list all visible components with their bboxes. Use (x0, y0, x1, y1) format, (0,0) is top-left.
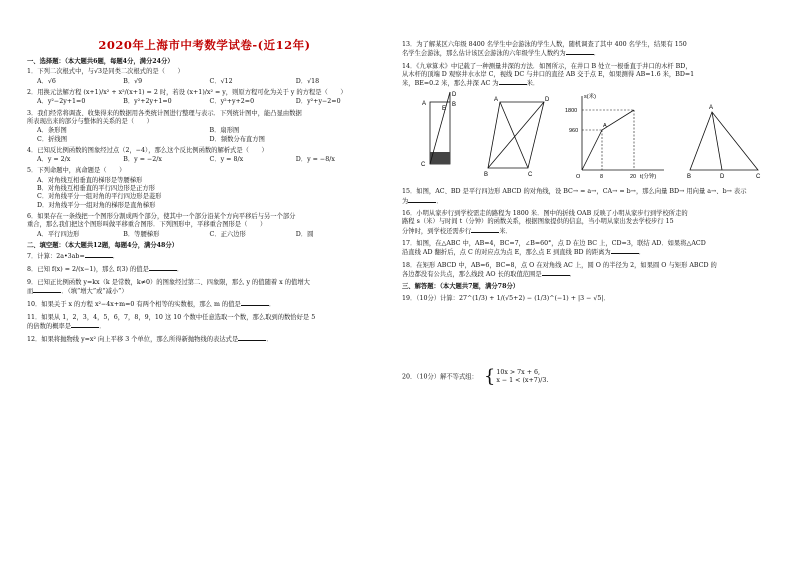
option-d[interactable]: D．对角线平分一组对角的梯形是直角梯形 (37, 201, 156, 209)
label-e: E (442, 106, 447, 113)
label-b: B (452, 102, 457, 109)
question-stem-cont: 重合，那么我们把这个图形叫做平移重合图形．下列图形中，平移重合图形是（ ） (27, 221, 267, 229)
question-text: 16．小明从家步行到学校需走的路程为 1800 米．图中的折线 OAB 反映了小明从家步行到学校所走的 (402, 210, 688, 218)
option-a[interactable]: A．平行四边形 (37, 230, 80, 238)
question-text: 9．已知正比例函数 y=kx（k 是常数，k≠0）的图象经过第二、四象限，那么 y 的值随着 x 的值增大 (27, 278, 310, 286)
option-d[interactable]: D．圆 (295, 230, 314, 238)
option-a[interactable]: A．√6 (37, 77, 56, 85)
option-c[interactable]: C．对角线平分一组对角的平行四边形是菱形 (37, 193, 162, 201)
question-text: 8．已知 f(x) = 2/(x−1)，那么 f(3) 的值是 (27, 266, 149, 274)
question-text: 12．如果将抛物线 y=x² 向上平移 3 个单位，那么所得新抛物线的表达式是 (27, 336, 239, 344)
answer-blank[interactable] (566, 49, 594, 55)
question-text-cont: 的倍数的概率是 (27, 322, 72, 330)
question-text-cont: 沿直线 AD 翻折后，点 C 的对应点为点 E，那么点 E 到直线 BD 的距离为 (402, 249, 611, 257)
left-column (27, 0, 382, 344)
question-18: 18．在矩形 ABCD 中，AB=6，BC=8，点 O 在对角线 AC 上，圆 O 的半径为 2，如果圆 O 与矩形 ABCD 的 各边都没有公共点，那么线段 AO 长的取值范围是 ． (402, 262, 770, 280)
answer-blank[interactable] (471, 227, 499, 233)
question-text: 18．在矩形 ABCD 中，AB=6，BC=8，点 O 在对角线 AC 上，圆 O 的半径为 2，如果圆 O 与矩形 ABCD 的 (402, 261, 717, 269)
question-text-cont: 名学生会游泳，那么估计该区会游泳的六年级学生人数约为 (402, 50, 566, 58)
question-text-end: 米． (499, 227, 512, 235)
option-row (37, 231, 382, 239)
label-c: C (528, 172, 533, 179)
label-a: A (494, 97, 499, 104)
option-d[interactable]: D．√18 (295, 77, 320, 85)
question-text-cont: 路程 s（米）与时间 t（分钟）的函数关系，根据图象提供的信息，当小明从家出发去学校步行 15 (402, 218, 674, 226)
question-text-cont: 为 (402, 197, 409, 205)
option-b[interactable]: B．√9 (123, 77, 143, 85)
option-c[interactable]: C．√12 (209, 77, 233, 85)
option-list (37, 177, 382, 210)
question-text-end: 米． (526, 80, 540, 88)
question-text-cont: 分钟时，到学校还需步行 (402, 227, 472, 235)
label-d: D (452, 92, 457, 99)
question-text: 13．为了解某区六年级 8400 名学生中会游泳的学生人数，随机调查了其中 400 名学生，结果有 150 (402, 41, 687, 48)
section-heading-choice: 一、选择题：（本大题共6题，每题4分，满分24分） (27, 58, 174, 66)
question-stem: 5．下列命题中，真命题是（ ） (27, 167, 126, 175)
answer-blank[interactable] (33, 287, 61, 293)
option-row (37, 156, 382, 164)
question-11: 11．如果从 1，2，3，4，5，6，7，8，9，10 这 10 个数中任意选取一个数，那么取到的数恰好是 5 的倍数的概率是 ． (27, 314, 382, 332)
option-d[interactable]: D．y = −8/x (295, 156, 335, 164)
tick-960: 960 (569, 128, 579, 135)
option-b[interactable]: B．扇形图 (209, 127, 240, 135)
answer-blank[interactable] (238, 335, 266, 341)
option-row (37, 78, 382, 86)
question-stem: 4．已知反比例函数的图象经过点（2，−4），那么这个反比例函数的解析式是（ ） (27, 146, 268, 154)
option-row (37, 98, 382, 106)
label-d: D (720, 174, 725, 181)
question-text-cont: 米，BE=0.2 米，那么井深 AC 为 (402, 80, 499, 88)
answer-blank[interactable] (542, 270, 570, 276)
question-stem: 6．如果存在一条线把一个图形分割成两个部分，使其中一个部分沿某个方向平移后与另一个部分 (27, 212, 296, 220)
answer-blank[interactable] (85, 252, 113, 258)
option-a[interactable]: A．条形图 (37, 127, 67, 135)
brace-icon: { (483, 365, 496, 387)
question-6 (27, 213, 382, 239)
point-a-label: A (603, 123, 607, 130)
label-d: D (545, 97, 550, 104)
tick-8: 8 (600, 174, 604, 181)
question-15: 15．如图，AC、BD 是平行四边形 ABCD 的对角线，设 BC→ = a→，CA→ = b→，那么向量 BD→ 用向量 a→、b→ 表示 为 ． (402, 188, 770, 206)
question-2 (27, 89, 382, 107)
option-b[interactable]: B．y = −2/x (123, 156, 162, 164)
question-label: 20．（10分）解不等式组： (402, 373, 478, 381)
question-text: 11．如果从 1，2，3，4，5，6，7，8，9，10 这 10 个数中任意选取一个数，那么取到的数恰好是 5 (27, 313, 316, 321)
label-b: B (687, 174, 692, 181)
question-10: 10．如果关于 x 的方程 x²−4x+m=0 有两个相等的实数根，那么 m 的值是 ． (27, 301, 276, 309)
exam-title: 2020年上海市中考数学试卷-(近12年) (98, 38, 311, 52)
option-c[interactable]: C．y²+y+2=0 (209, 98, 255, 106)
option-c[interactable]: C．折线图 (37, 135, 68, 143)
question-17: 17．如图，在△ABC 中，AB=4，BC=7，∠B=60°，点 D 在边 BC 上，CD=3，联结 AD．如果将△ACD 沿直线 AD 翻折后，点 C 的对应点为点 E，那么点 E 到直线 BD 的距离为 ． (402, 240, 770, 258)
inequality-2: x − 1 < (x+7)/3. (496, 376, 549, 384)
question-13: 13．为了解某区六年级 8400 名学生中会游泳的学生人数，随机调查了其中 400 名学生，结果有 150 名学生会游泳，那么估计该区会游泳的六年级学生人数约为 ． (402, 41, 770, 59)
label-b: B (484, 172, 489, 179)
tick-1800: 1800 (565, 108, 578, 115)
question-hint: ．（填“增大”或“减小”） (61, 288, 128, 295)
question-stem: 2．用换元法解方程 (x+1)/x² + x²/(x+1) = 2 时，若设 (x+1)/x² = y，则原方程可化为关于 y 的方程是（ ） (27, 89, 347, 97)
question-20 (402, 365, 770, 387)
label-a: A (422, 101, 427, 108)
option-a[interactable]: A．对角线互相垂直的梯形是等腰梯形 (37, 176, 143, 184)
question-14 (402, 63, 770, 89)
question-text: 17．如图，在△ABC 中，AB=4，BC=7，∠B=60°，点 D 在边 BC 上，CD=3，联结 AD．如果将△ACD (402, 239, 706, 247)
x-axis-label: t(分钟) (640, 174, 657, 181)
y-axis-label: s(米) (584, 94, 596, 101)
triangle-figure (686, 90, 764, 180)
answer-blank[interactable] (499, 79, 527, 85)
answer-blank[interactable] (611, 248, 639, 254)
label-a: A (709, 105, 714, 112)
option-b[interactable]: B．等腰梯形 (123, 230, 160, 238)
question-stem: 3．我们经常将调查、收集得来的数据用各类统计图进行整理与表示．下列统计图中，能凸显由数据 (27, 109, 302, 117)
option-a[interactable]: A．y²−2y+1=0 (37, 98, 86, 106)
option-b[interactable]: B．y²+2y+1=0 (123, 98, 172, 106)
inequality-system (483, 365, 549, 387)
question-stem-cont: 所表现出来的部分与整体的关系的是（ ） (27, 117, 153, 125)
question-12: 12．如果将抛物线 y=x² 向上平移 3 个单位，那么所得新抛物线的表达式是 ． (27, 336, 273, 344)
answer-blank[interactable] (71, 322, 99, 328)
question-text-cont: 从木杆的顶端 D 观察井水水岸 C，视线 DC 与井口的直径 AB 交于点 E，如果测得 AB=1.6 米，BD=1 (402, 70, 695, 78)
question-text-cont: 各边都没有公共点，那么线段 AO 长的取值范围是 (402, 270, 542, 278)
origin-label: O (576, 174, 581, 181)
label-c: C (756, 174, 761, 181)
option-d[interactable]: D．y²+y−2=0 (295, 98, 341, 106)
answer-blank[interactable] (241, 300, 269, 306)
question-text: 14．《九章算术》中记载了一种测量井深的方法．如图所示，在井口 B 处立一根垂直于井口的木杆 BD， (402, 62, 692, 70)
right-column (402, 40, 770, 386)
option-d[interactable]: D．频数分布直方图 (209, 135, 265, 143)
option-c[interactable]: C．正六边形 (209, 230, 246, 238)
question-19 (402, 295, 770, 303)
section-heading-answer: 三、解答题：（本大题共7题，满分78分） (402, 283, 520, 291)
well-figure (412, 90, 464, 180)
question-1 (27, 68, 382, 86)
question-text: 10．如果关于 x 的方程 x²−4x+m=0 有两个相等的实数根，那么 m 的值是 (27, 301, 241, 309)
answer-blank[interactable] (408, 197, 436, 203)
option-grid (37, 127, 382, 144)
figure-row (402, 90, 770, 182)
question-text: 15．如图，AC、BD 是平行四边形 ABCD 的对角线，设 BC→ = a→，CA→ = b→，那么向量 BD→ 用向量 a→、b→ 表示 (402, 188, 747, 196)
distance-time-graph (560, 90, 672, 180)
question-8: 8．已知 f(x) = 2/(x−1)，那么 f(3) 的值是 ． (27, 266, 184, 274)
question-text: 7．计算：2a•3ab= (27, 253, 85, 261)
question-stem: 1．下列二次根式中，与√3是同类二次根式的是（ ） (27, 68, 184, 76)
answer-blank[interactable] (149, 265, 177, 271)
option-b[interactable]: B．对角线互相垂直的平行四边形是正方形 (37, 185, 155, 193)
question-5 (27, 167, 382, 209)
question-16 (402, 210, 770, 236)
tick-20: 20 (630, 174, 637, 181)
parallelogram-figure (482, 90, 552, 180)
question-text: 19．（10分）计算：27^(1/3) + 1/(√5+2) − (1/3)^(−1) + |3 − √5|． (402, 295, 610, 303)
section-heading-fill: 二、填空题：（本大题共12题，每题4分，满分48分） (27, 241, 178, 249)
option-a[interactable]: A．y = 2/x (37, 156, 71, 164)
question-4 (27, 147, 382, 165)
question-3 (27, 110, 382, 144)
question-7: 7．计算：2a•3ab= ． (27, 253, 120, 261)
question-text-cont: 而 (27, 288, 34, 295)
label-c: C (421, 162, 426, 169)
option-c[interactable]: C．y = 8/x (209, 156, 244, 164)
question-9 (27, 279, 382, 297)
inequality-1: 10x > 7x + 6, (496, 368, 541, 376)
